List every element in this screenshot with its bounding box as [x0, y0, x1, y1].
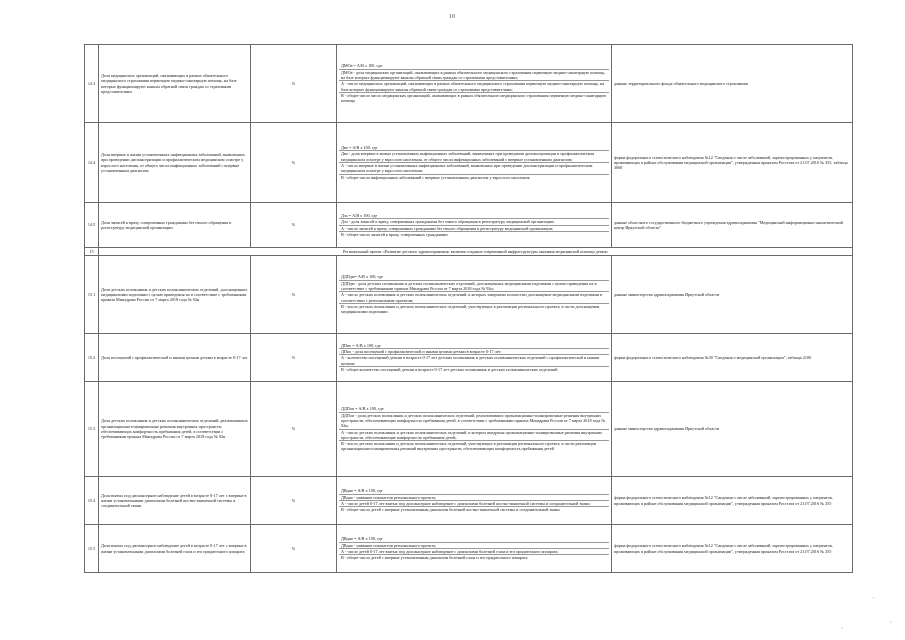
- data-source: форма федерального статистического наблюдения №12 "Сведения о числе заболеваний, зарегистрированных у пациентов, проживающих в районе обслуживания медицинской организации", утвержденная приказом Росстата от 21.07.2016 № 355: [612, 525, 853, 573]
- unit: %: [251, 123, 337, 203]
- indicator-name: Доля впервые в жизни установленных инфекционных заболеваний, выявленных при проведении диспансеризации и профилактическом медицинском осмотре у взрослого населения, от общего числа инфекционных заболеваний с впервые установленным диагнозом: [99, 123, 251, 203]
- data-source: данные территориального фонда обязательного медицинского страхования: [612, 45, 853, 123]
- data-source: форма федерального статистического наблюдения №12 "Сведения о числе заболеваний, зарегистрированных у пациентов, проживающих в районе обслуживания медицинской организации", утвержденная приказом Росстата от 21.07.2016 № 355, таблица 3000: [612, 123, 853, 203]
- row-number: 15.1: [85, 256, 99, 334]
- formula-line: ДПпо = А/В х 100, где: [339, 343, 609, 349]
- formula-cell: [337, 382, 612, 477]
- table-row: [85, 525, 853, 573]
- unit: %: [251, 45, 337, 123]
- formula-line: Дво = А/В х 100, где: [339, 145, 609, 151]
- unit: %: [251, 203, 337, 248]
- section-row: [85, 248, 853, 256]
- formula-line: В - общее количество посещений детьми в возрасте 0-17 лет детских поликлиник и детских поликлинических отделений: [341, 366, 558, 372]
- data-source: форма федерального статистического наблюдения №12 "Сведения о числе заболеваний, зарегистрированных у пациентов, проживающих в районе обслуживания медицинской организации", утвержденная приказом Росстата от 21.07.2016 № 355: [612, 477, 853, 525]
- table-row: [85, 477, 853, 525]
- formula-line: Дзо - доля записей к врачу, совершенных гражданами без очного обращения в регистратуру медицинской организации;: [339, 219, 609, 225]
- formula-line: ДВдно - название показателя регионального проекта;: [339, 543, 609, 549]
- unit: %: [251, 334, 337, 382]
- indicator-name: Доля взятых под диспансерное наблюдение детей в возрасте 0-17 лет с впервые в жизни установленными диагнозами болезней глаза и его придаточного аппарата: [99, 525, 251, 573]
- formula-line: В - общее число инфекционных заболеваний с впервые установленным диагнозом у взрослого населения: [341, 174, 530, 180]
- formula-cell: [337, 203, 612, 248]
- data-source: данные министерства здравоохранения Иркутской области: [612, 256, 853, 334]
- table-row: [85, 382, 853, 477]
- formula-line: ДПпо - доля посещений с профилактической и иными целями детьми в возрасте 0-17 лет;: [339, 349, 609, 355]
- formula-cell: [337, 334, 612, 382]
- row-number: 14.5: [85, 203, 99, 248]
- formula-line: Дзо = А/В х 100, где: [339, 213, 609, 219]
- row-number: 15.2: [85, 334, 99, 382]
- formula-line: А - число записей к врачу, совершенных гражданами без очного обращения в регистратуру медицинской организации;: [339, 226, 609, 232]
- formula-line: ДДПоп = А/В х 100, где: [339, 406, 609, 412]
- formula-line: В - число детских поликлиник и детских поликлинических отделений, участвующих в реализации регионального проекта, в части реализации организационно-планировочных решений внутренних пространств, обеспечивающих комфортность пребывания детей: [341, 441, 596, 452]
- data-source: данные министерства здравоохранения Иркутской области: [612, 382, 853, 477]
- indicator-name: Доля медицинских организаций, оказывающих в рамках обязательного медицинского страхования первичную медико-санитарную помощь, на базе которых функционируют каналы обратной связи граждан со страховыми представителями: [99, 45, 251, 123]
- row-number: 14.4: [85, 123, 99, 203]
- indicator-name: Доля детских поликлиник и детских поликлинических отделений, дооснащенных медицинскими изделиями с целью приведения их в соответствие с требованиями приказа Минздрава России от 7 марта 2018 года № 92н: [99, 256, 251, 334]
- indicator-name: Доля взятых под диспансерное наблюдение детей в возрасте 0-17 лет с впервые в жизни установленными диагнозами болезней костно-мышечной системы и соединительной ткани: [99, 477, 251, 525]
- unit: %: [251, 525, 337, 573]
- formula-line: ДДПдм= А/В х 100, где: [339, 274, 609, 280]
- table-row: [85, 45, 853, 123]
- formula-cell: [337, 525, 612, 573]
- formula-cell: [337, 45, 612, 123]
- formula-line: В - общее число записей к врачу, совершенных гражданами: [341, 231, 448, 237]
- formula-cell: [337, 477, 612, 525]
- row-number: 14.3: [85, 45, 99, 123]
- data-source: данные областного государственного бюджетного учреждения здравоохранения "Медицинский информационно-аналитический центр Иркутской области": [612, 203, 853, 248]
- formula-line: А - число впервые в жизни установленных инфекционных заболеваний, выявленных при проведении диспансеризации и профилактическом медицинском осмотре у взрослого населения;: [339, 163, 609, 175]
- formula-cell: [337, 256, 612, 334]
- formula-line: А - число детей 0-17 лет взятых под диспансерное наблюдение с диагнозами болезней костно-мышечной системы и соединительной ткани;: [339, 501, 609, 507]
- indicator-name: Доля детских поликлиник и детских поликлинических отделений, реализовавших организационно-планировочные решения внутренних пространств, обеспечивающих комфортность пребывания детей, в соответствии с требованиями приказа Минздрава России от 7 марта 2018 года № 92н: [99, 382, 251, 477]
- section-number: 15: [85, 248, 99, 256]
- formula-line: ДМОа = А/В х 100, где:: [339, 63, 609, 69]
- scan-noise: [835, 580, 905, 640]
- section-title: Региональный проект «Развитие детского здравоохранения, включая создание современной инфраструктуры оказания медицинской помощи детям»: [99, 248, 853, 256]
- unit: %: [251, 382, 337, 477]
- formula-line: ДМОа - доля медицинских организаций, оказывающих в рамках обязательного медицинского страхования первичную медико-санитарную помощь, на базе которых функционируют каналы обратной связи граждан со страховыми представителями;: [339, 70, 609, 82]
- formula-line: А - количество посещений детьми в возрасте 0-17 лет детских поликлиник и детских поликлинических отделений с профилактической и иными целями;: [339, 355, 609, 367]
- formula-line: В - общее число число медицинских организаций, оказывающих в рамках обязательного медицинского страхования первичную медико-санитарную помощь: [341, 92, 607, 104]
- formula-line: ДВдно = А/В х 100, где: [339, 536, 609, 542]
- page-number: 10: [449, 14, 455, 20]
- formula-line: ДВдно - название показателя регионального проекта;: [339, 495, 609, 501]
- formula-line: В - число детских поликлиник и детских поликлинических отделений, участвующих в реализации регионального проекта, в части дооснащения медицинскими изделиями: [341, 303, 600, 315]
- table-row: [85, 256, 853, 334]
- formula-line: А - число детей 0-17 лет взятых под диспансерное наблюдение с диагнозами болезней глаза и его придаточного аппарата;: [339, 549, 609, 555]
- row-number: 15.5: [85, 525, 99, 573]
- formula-line: В - общее число детей с впервые установленным диагнозом болезней глаза и его придаточного аппарата: [341, 555, 528, 561]
- data-source: форма федерального статистического наблюдения №30 "Сведения о медицинской организации", таблица 2100: [612, 334, 853, 382]
- formula-line: Дво - доля впервые в жизни установленных инфекционных заболеваний, выявленных при проведении диспансеризации и профилактическом медицинском осмотре у взрослого населения, от общего числа инфекционных заболеваний с впервые установленным диагнозом;: [339, 151, 609, 163]
- formula-line: ДВдно = А/В х 100, где: [339, 488, 609, 494]
- formula-cell: [337, 123, 612, 203]
- indicator-name: Доля посещений с профилактической и иными целями детьми в возрасте 0-17 лет: [99, 334, 251, 382]
- formula-line: ДДПоп - доля детских поликлиник и детских поликлинических отделений, реализовавших организационно-планировочные решения внутренних пространств, обеспечивающих комфортность пребывания детей, в соответствии с требованиями приказа Минздрава России от 7 марта 2018 года № 92н;: [339, 413, 609, 430]
- row-number: 15.3: [85, 382, 99, 477]
- indicator-name: Доля записей к врачу, совершенных гражданами без очного обращения в регистратуру медицинской организации: [99, 203, 251, 248]
- row-number: 15.4: [85, 477, 99, 525]
- formula-line: ДДПдм - доля детских поликлиник и детских поликлинических отделений, дооснащенных медицинскими изделиями с целью приведения их в соответствие с требованиями приказа Минздрава России от 7 марта 2018 года № 92н;: [339, 281, 609, 293]
- formula-line: В - общее число детей с впервые установленным диагнозом болезней костно-мышечной системы и соединительной ткани: [341, 507, 560, 513]
- unit: %: [251, 256, 337, 334]
- table-row: [85, 123, 853, 203]
- formula-line: А - число детских поликлиник и детских поликлинических отделений, в которых завершено полностью дооснащение медицинскими изделиями в соответствии с региональным проектом;: [339, 292, 609, 304]
- formula-line: А - число детских поликлиник и детских поликлинических отделений, в которых внедрены организационно-планировочные решения внутренних пространств, обеспечивающие комфортность пребывания детей;: [339, 430, 609, 442]
- unit: %: [251, 477, 337, 525]
- table-row: [85, 203, 853, 248]
- indicators-table: [84, 44, 853, 573]
- table-row: [85, 334, 853, 382]
- formula-line: А - число медицинских организаций, оказывающих в рамках обязательного медицинского страхования первичную медико-санитарную помощь, на базе которых функционируют каналы обратной связи граждан со страховыми представителями;: [339, 81, 609, 93]
